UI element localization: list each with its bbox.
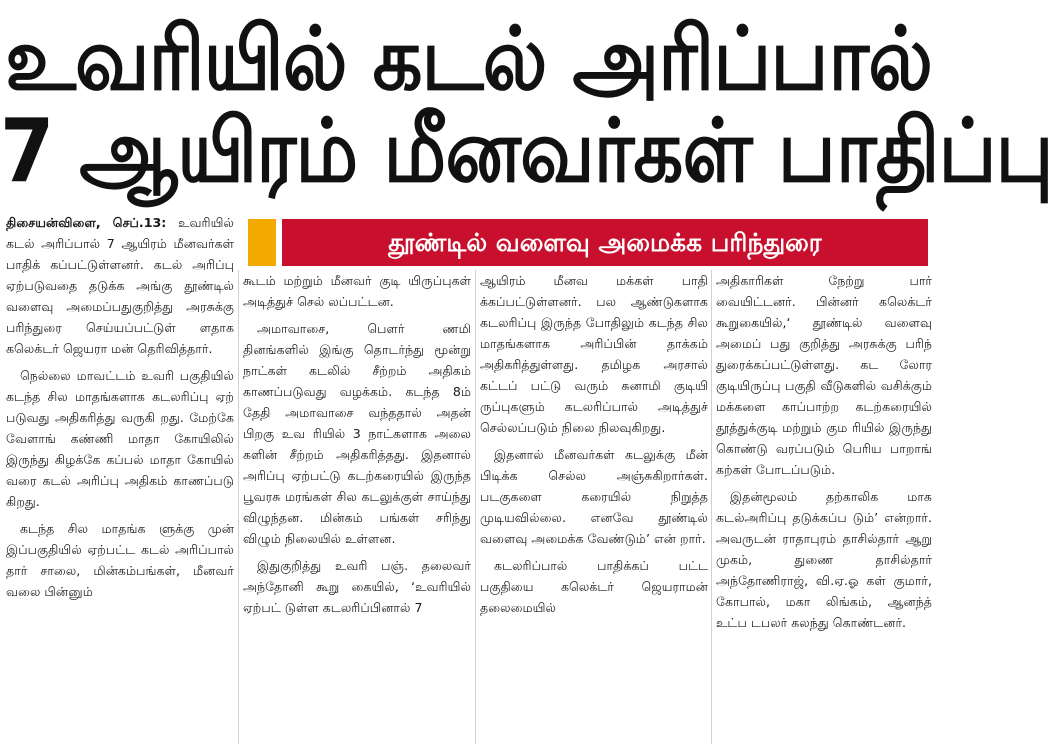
subheadline-banner — [248, 219, 928, 266]
headline-line-2: 7 ஆயிரம் மீனவர்கள் பாதிப்பு — [0, 101, 1053, 203]
article-paragraph: அமாவாசை, பௌர் ணமி தினங்களில் இங்கு தொடர்ந்து மூன்று நாட்கள் கடலில் சீற்றம் அதிகம் காணப்படுவது வழக்கம். கடந்த 8ம் தேதி அமாவாசை வந்ததால் அதன் பிறகு உவ ரியில் 3 நாட்களாக அலை களின் சீற்றம் அதிகரித்தது. இதனால் அரிப்பு ஏற்பட்டு கடற்கரையில் இருந்த பூவரசு மரங்கள் சில கடலுக்குள் சாய்ந்து விழுந்தன. மின்கம் பங்கள் சரிந்து விழும் நிலையில் உள்ளன. — [243, 321, 471, 546]
subheadline: தூண்டில் வளைவு அமைக்க பரிந்துரை — [282, 219, 928, 266]
headline — [0, 0, 1053, 210]
article-paragraph: கூடம் மற்றும் மீனவர் குடி யிருப்புகள் அடித்துச் செல் லப்பட்டன. — [243, 273, 471, 309]
column-divider — [238, 270, 239, 744]
article-column-2 — [243, 270, 471, 744]
article-paragraph: கடலரிப்பால் பாதிக்கப் பட்ட பகுதியை கலெக்டர் ஜெயராமன் தலைமையில் — [480, 558, 708, 615]
article-text: உவரியில் கடல் அரிப்பால் 7 ஆயிரம் மீனவர்கள் பாதிக் கப்பட்டுள்ளனர். கடல் அரிப்பு ஏற்படுவதை தடுக்க அங்கு தூண்டில் வளைவு அமைப்பதுகுறித்து அரசுக்கு பரிந்துரை செய்யப்பட்டுள் ளதாக கலெக்டர் ஜெயரா மன் தெரிவித்தார். — [6, 215, 234, 356]
article-paragraph: ஆயிரம் மீனவ மக்கள் பாதி க்கப்பட்டுள்ளனர். பல ஆண்டுகளாக கடலரிப்பு இருந்த போதிலும் கடந்த சில மாதங்களாக அரிப்பின் தாக்கம் அதிகரித்துள்ளது. தமிழக அரசால் கட்டப் பட்டு வரும் சுனாமி குடியி ருப்புகளும் கடலரிப்பால் அடித்துச் செல்லப்படும் நிலை நிலவுகிறது. — [480, 273, 708, 435]
article-paragraph: இதன்மூலம் தற்காலிக மாக கடல்அரிப்பு தடுக்கப்ப டும்’ என்றார். அவருடன் ராதாபுரம் தாசில்தார் ஆறு முகம், துணை தாசில்தார் அந்தோணிராஜ், வி.ஏ.ஓ கள் குமார், கோபால், மகா லிங்கம், ஆனந்த் உட்ப டபலர் கலந்து கொண்டனர். — [716, 489, 932, 630]
column-divider — [475, 270, 476, 744]
article-paragraph: கடந்த சில மாதங்க ளுக்கு முன் இப்பகுதியில் ஏற்பட்ட கடல் அரிப்பால் தார் சாலை, மின்கம்பங்கள், மீனவர் வலை பின்னும் — [6, 521, 234, 599]
article-column-4 — [716, 270, 932, 744]
article-paragraph: அதிகாரிகள் நேற்று பார் வையிட்டனர். பின்னர் கலெக்டர் கூறுகையில்,‘ தூண்டில் வளைவு அமைப் பது குறித்து அரசுக்கு பரிந் துரைக்கப்பட்டுள்ளது. கட லோர குடியிருப்பு பகுதி வீடுகளில் வசிக்கும் மக்களை காப்பாற்ற கடற்கரையில் தூத்துக்குடி மற்றும் கும ரியில் இருந்து கொண்டு வரப்படும் பெரிய பாறாங் கற்கள் போடப்படும். — [716, 273, 932, 477]
article-column-3 — [480, 270, 708, 744]
column-divider — [711, 270, 712, 744]
article-paragraph: இதுகுறித்து உவரி பஞ். தலைவர் அந்தோனி கூறு கையில், ‘உவரியில் ஏற்பட் டுள்ள கடலரிப்பினால் 7 — [243, 558, 471, 615]
article-paragraph: இதனால் மீனவர்கள் கடலுக்கு மீன் பிடிக்க செல்ல அஞ்சுகிறார்கள். படகுகளை கரையில் நிறுத்த முடியவில்லை. எனவே தூண்டில் வளைவு அமைக்க வேண்டும்’ என் றார். — [480, 447, 708, 546]
subheadline-accent — [248, 219, 276, 266]
article-column-1 — [6, 212, 234, 744]
article-paragraph — [6, 212, 234, 359]
article-paragraph: நெல்லை மாவட்டம் உவரி பகுதியில் கடந்த சில மாதங்களாக கடலரிப்பு ஏற் படுவது அதிகரித்து வருகி றது. மேற்கே வேளாங் கண்ணி மாதா கோயிலில் இருந்து கிழக்கே கப்பல் மாதா கோயில் வரை கடல் அரிப்பு அதிகம் காணப்படு கிறது. — [6, 368, 234, 509]
headline-line-1: உவரியில் கடல் அரிப்பால் — [5, 9, 932, 111]
dateline: திசையன்விளை, செப்.13: — [6, 215, 167, 230]
